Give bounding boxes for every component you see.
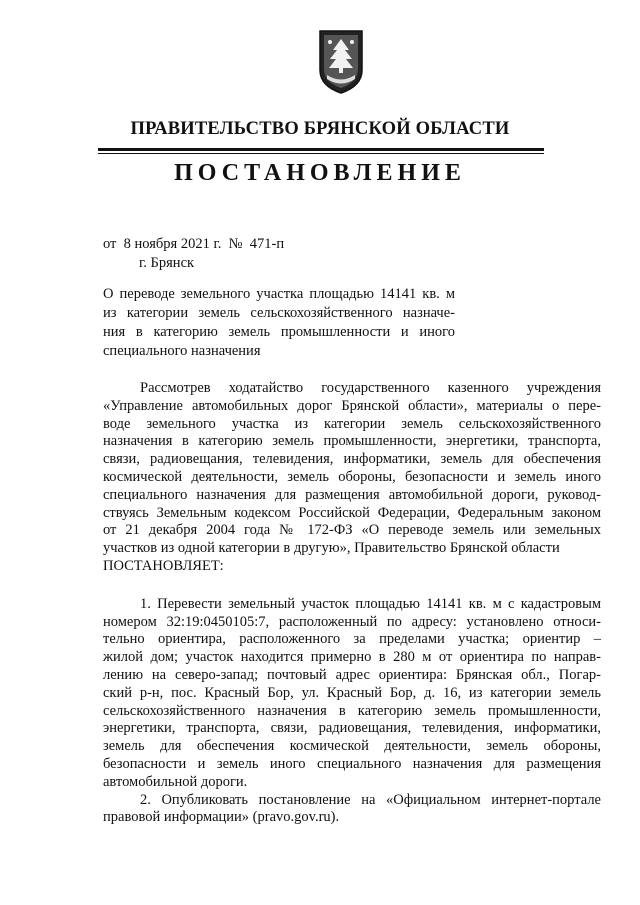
preamble-line: участков из одной категории в другую», Правительство Брянской области xyxy=(103,540,560,557)
preamble-line: «Управление автомобильных дорог Брянской области», материалы о пере- xyxy=(103,397,601,414)
item-1-line: земель для обеспечения космической деятельности, земель обороны, xyxy=(103,738,601,755)
city-line: г. Брянск xyxy=(139,255,195,271)
header-rule-thin xyxy=(98,153,544,154)
item-2-line: правовой информации» (pravo.gov.ru). xyxy=(103,809,340,826)
item-2-line: 2. Опубликовать постановление на «Официальном интернет-портале xyxy=(140,791,601,808)
subject-line: из категории земель сельскохозяйственного назначе- xyxy=(103,305,455,321)
preamble-line: воде земельного участка из категории земель сельскохозяйственного xyxy=(103,415,601,432)
subject-block xyxy=(103,285,455,361)
item-1-line: сельскохозяйственного назначения в категорию земель промышленности, xyxy=(103,702,601,719)
coat-of-arms-emblem xyxy=(318,30,364,94)
item-1-line: энергетики, транспорта, связи, радиовещания, телевидения, информатики, xyxy=(103,720,601,737)
item-1-line: лению на северо-запад; почтовый адрес ориентира: Брянская обл., Погар- xyxy=(103,666,601,683)
item-1-line: 1. Перевести земельный участок площадью 14141 кв. м с кадастровым xyxy=(140,595,601,612)
preamble-line: ствуясь Земельным кодексом Российской Федерации, Федеральным законом xyxy=(103,504,601,521)
subject-line: ния в категорию земель промышленности и иного xyxy=(103,324,455,340)
preamble-line: связи, радиовещания, телевидения, информатики, земель для обеспечения xyxy=(103,451,601,468)
document-body xyxy=(103,380,601,827)
item-1-line: номером 32:19:0450105:7, расположенный по адресу: установлено относи- xyxy=(103,613,601,630)
item-1-line: безопасности и земель иного специального назначения для размещения xyxy=(103,755,601,772)
preamble-line: космической деятельности, земель обороны, безопасности и земель иного xyxy=(103,468,601,485)
government-title: ПРАВИТЕЛЬСТВО БРЯНСКОЙ ОБЛАСТИ xyxy=(130,119,510,139)
subject-line: специального назначения xyxy=(103,343,261,359)
item-1-line: автомобильной дороги. xyxy=(103,773,248,790)
item-1-line: ский р-н, пос. Красный Бор, ул. Красный Бор, д. 16, из категории земель xyxy=(103,684,601,701)
preamble-line: назначения в категорию земель промышленности, энергетики, транспорта, xyxy=(103,433,601,450)
preamble-line: от 21 декабря 2004 года № 172-ФЗ «О переводе земель или земельных xyxy=(103,522,601,539)
preamble-line: специального назначения для размещения автомобильной дороги, руковод- xyxy=(103,486,601,503)
item-1-line: жилой дом; участок находится примерно в 280 м от ориентира по направ- xyxy=(103,649,601,666)
header-rule-thick xyxy=(98,148,544,151)
decree-word: ПОСТАНОВЛЯЕТ: xyxy=(103,557,224,574)
date-number-line: от 8 ноября 2021 г. № 471-п xyxy=(103,236,285,252)
document-type-title: ПОСТАНОВЛЕНИЕ xyxy=(174,160,466,186)
item-1-line: тельно ориентира, расположенного за пределами участка; ориентир – xyxy=(103,631,601,648)
subject-line: О переводе земельного участка площадью 14141 кв. м xyxy=(103,286,455,302)
preamble-line: Рассмотрев ходатайство государственного казенного учреждения xyxy=(140,380,601,396)
